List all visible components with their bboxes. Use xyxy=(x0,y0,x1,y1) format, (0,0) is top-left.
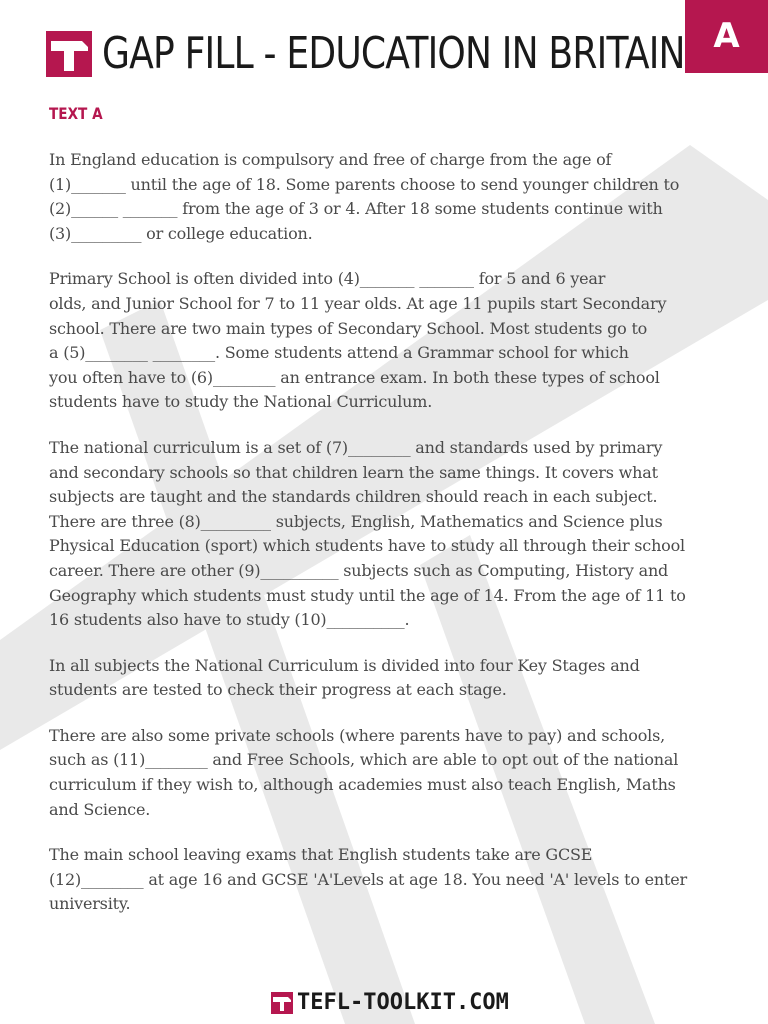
section-label: TEXT A xyxy=(49,104,103,123)
section-tab-letter: A xyxy=(713,16,740,56)
tefl-toolkit-footer-logo-icon xyxy=(271,992,293,1014)
paragraph: In England education is compulsory and free of charge from the age of (1)_______ until the age of 18. Some parents choose to send younger children to (2)______ _______ from the age of 3 or 4. After 18 some students continue with (3)_________ or college education. xyxy=(49,150,680,243)
paragraph: The main school leaving exams that English students take are GCSE (12)________ at age 16 and GCSE 'A'Levels at age 18. You need 'A' levels to enter university. xyxy=(49,845,687,914)
tefl-toolkit-logo-icon xyxy=(46,31,92,77)
page-header xyxy=(46,26,768,82)
paragraph: In all subjects the National Curriculum is divided into four Key Stages and students are tested to check their progress at each stage. xyxy=(49,655,640,700)
paragraph: The national curriculum is a set of (7)________ and standards used by primary and secondary schools so that children learn the same things. It covers what subjects are taught and the standards children should reach in each subject. There are three (8)_________ subjects, English, Mathematics and Science plus Physical Education (sport) which students have to study all through their school career. There are other (9)__________ subjects such as Computing, History and Geography which students must study until the age of 14. From the age of 11 to 16 students also have to study (10)__________. xyxy=(49,437,686,630)
footer-site-url: TEFL-TOOLKIT.COM xyxy=(297,990,509,1015)
paragraph: Primary School is often divided into (4)_______ _______ for 5 and 6 year olds, and Junior School for 7 to 11 year olds. At age 11 pupils start Secondary school. There are two main types of Secondary School. Most students go to a (5)________ ________. Some students attend a Grammar school for which you often have to (6)________ an entrance exam. In both these types of school students have to study the National Curriculum. xyxy=(49,269,667,412)
page-footer xyxy=(271,990,509,1015)
document-body xyxy=(49,148,729,938)
page-title: GAP FILL - EDUCATION IN BRITAIN xyxy=(102,28,685,79)
paragraph: There are also some private schools (where parents have to pay) and schools, such as (11)________ and Free Schools, which are able to opt out of the national curriculum if they wish to, although academies must also teach English, Maths and Science. xyxy=(49,725,679,819)
